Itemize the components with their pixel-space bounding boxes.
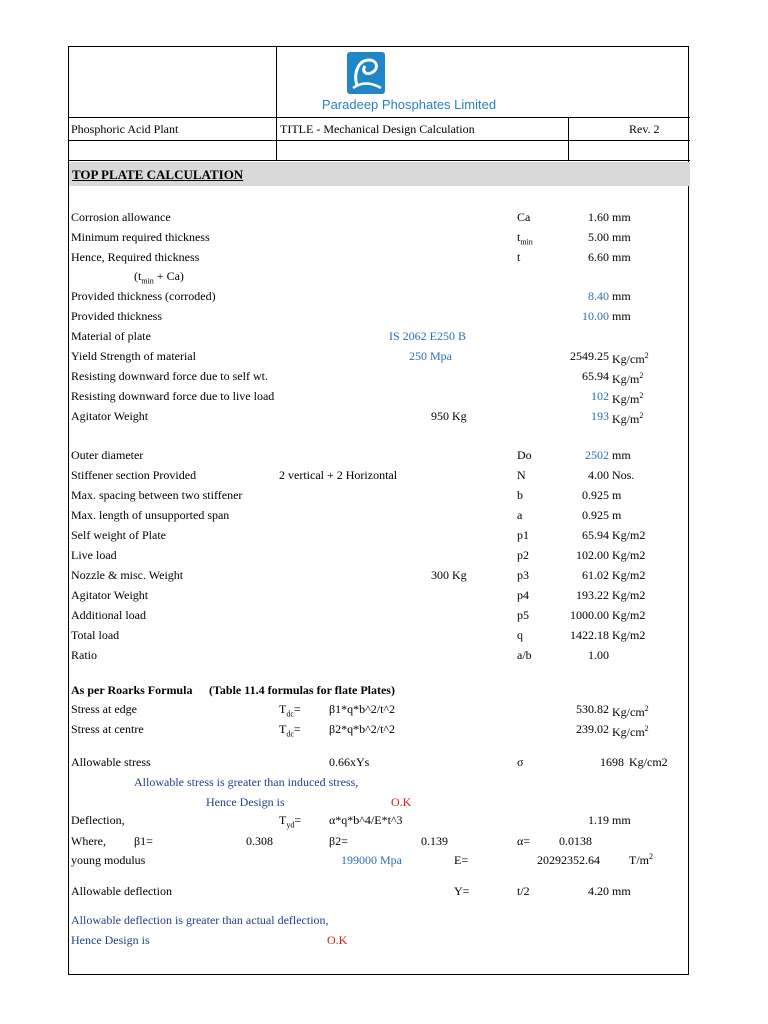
row-label: Nozzle & misc. Weight xyxy=(71,568,184,582)
row-symbol: p4 xyxy=(517,588,529,602)
row-mid-value: 250 Mpa xyxy=(409,349,452,363)
allow-deflection-value: 4.20 xyxy=(588,884,609,898)
row-label: Max. length of unsupported span xyxy=(71,508,230,522)
row-value: 0.925 xyxy=(582,508,609,522)
allow-deflection-unit: mm xyxy=(612,884,631,898)
roarks-heading: As per Roarks Formula xyxy=(71,683,193,697)
row-label: Provided thickness (corroded) xyxy=(71,289,216,303)
allow-deflection-symbol: Y= xyxy=(454,884,470,898)
row-unit: mm xyxy=(612,309,631,323)
row-unit: Kg/m2 xyxy=(612,588,646,602)
row-value: 193 xyxy=(591,409,609,423)
stress-centre-formula: β2*q*b^2/t^2 xyxy=(329,722,396,736)
stress-edge-value: 530.82 xyxy=(576,702,609,716)
hence-design-label-2: Hence Design is xyxy=(71,933,150,947)
formula-note: $(t_{min} + Ca)$ xyxy=(134,269,184,286)
row-value: 102 xyxy=(591,389,609,403)
stress-centre-symbol: $T_{dc}=$ xyxy=(279,722,301,739)
row-value: 5.00 xyxy=(588,230,609,244)
row-unit: mm xyxy=(612,210,631,224)
deflection-symbol: $T_{yd}=$ xyxy=(279,813,302,830)
row-symbol: p2 xyxy=(517,548,529,562)
allow-stress-note: Allowable stress is greater than induced stress, xyxy=(134,775,359,789)
design-ok-status: O.K xyxy=(391,795,412,809)
row-unit: mm xyxy=(612,448,631,462)
row-value: 6.60 xyxy=(588,250,609,264)
deflection-formula: α*q*b^4/E*t^3 xyxy=(329,813,403,827)
row-symbol: Ca xyxy=(517,210,531,224)
row-symbol: p5 xyxy=(517,608,529,622)
row-label: Agitator Weight xyxy=(71,588,149,602)
row-symbol: a xyxy=(517,508,523,522)
stress-edge-symbol: $T_{dc}=$ xyxy=(279,702,301,719)
row-mid-value: IS 2062 E250 B xyxy=(389,329,467,343)
roarks-heading-ref: (Table 11.4 formulas for flate Plates) xyxy=(209,683,395,697)
row-symbol: Do xyxy=(517,448,532,462)
row-label: Yield Strength of material xyxy=(71,349,196,363)
row-label: Hence, Required thickness xyxy=(71,250,200,264)
stress-centre-label: Stress at centre xyxy=(71,722,144,736)
row-unit: mm xyxy=(612,250,631,264)
deflection-label: Deflection, xyxy=(71,813,125,827)
row-value: 65.94 xyxy=(582,369,609,383)
alpha-value: 0.0138 xyxy=(559,834,592,848)
company-logo xyxy=(347,52,385,94)
row-label: Live load xyxy=(71,548,117,562)
row-mid-value: 2 vertical + 2 Horizontal xyxy=(279,468,398,482)
row-label: Additional load xyxy=(71,608,146,622)
section-header xyxy=(69,162,690,186)
row-label: Outer diameter xyxy=(71,448,144,462)
allow-deflection-formula: t/2 xyxy=(517,884,530,898)
row-label: Resisting downward force due to live load xyxy=(71,389,275,403)
row-label: Minimum required thickness xyxy=(71,230,210,244)
beta1-label: β1= xyxy=(134,834,153,848)
row-symbol: a/b xyxy=(517,648,532,662)
row-label: Agitator Weight xyxy=(71,409,149,423)
row-unit: Kg/m2 xyxy=(612,528,646,542)
row-unit: $Kg/m^2$ xyxy=(612,391,644,406)
row-label: Self weight of Plate xyxy=(71,528,166,542)
row-value: 2549.25 xyxy=(570,349,609,363)
beta2-label: β2= xyxy=(329,834,348,848)
design-ok-status-2: O.K xyxy=(327,933,348,947)
where-label: Where, xyxy=(71,834,106,848)
stress-edge-label: Stress at edge xyxy=(71,702,137,716)
row-value: 1.60 xyxy=(588,210,609,224)
row-unit: Kg/m2 xyxy=(612,568,646,582)
row-value: 61.02 xyxy=(582,568,609,582)
allow-stress-unit: Kg/cm2 xyxy=(629,755,668,769)
row-value: 0.925 xyxy=(582,488,609,502)
allow-stress-formula: 0.66xYs xyxy=(329,755,370,769)
row-value: 1422.18 xyxy=(570,628,609,642)
row-unit: Kg/m2 xyxy=(612,548,646,562)
row-value: 1.00 xyxy=(588,648,609,662)
row-value: 102.00 xyxy=(576,548,609,562)
row-value: 65.94 xyxy=(582,528,609,542)
e-label: E= xyxy=(454,853,469,867)
row-value: 193.22 xyxy=(576,588,609,602)
allow-deflection-note: Allowable deflection is greater than actual deflection, xyxy=(71,913,329,927)
alpha-label: α= xyxy=(517,834,531,848)
beta1-value: 0.308 xyxy=(246,834,273,848)
row-label: Total load xyxy=(71,628,120,642)
header-blank-row xyxy=(69,141,690,161)
row-unit: $Kg/m^2$ xyxy=(612,371,644,386)
row-unit: Nos. xyxy=(612,468,635,482)
beta2-value: 0.139 xyxy=(421,834,448,848)
row-symbol: $t_{min}$ xyxy=(517,230,533,247)
row-value: 2502 xyxy=(585,448,609,462)
doc-title: TITLE - Mechanical Design Calculation xyxy=(280,122,475,136)
header-title-row xyxy=(69,118,690,141)
row-symbol: p1 xyxy=(517,528,529,542)
row-symbol: t xyxy=(517,250,521,264)
row-unit: Kg/m2 xyxy=(612,628,646,642)
row-value: 10.00 xyxy=(582,309,609,323)
hence-design-label: Hence Design is xyxy=(206,795,285,809)
row-symbol: b xyxy=(517,488,523,502)
allow-stress-symbol: σ xyxy=(517,755,524,769)
stress-centre-unit: $Kg/cm^2$ xyxy=(612,724,649,739)
section-title: TOP PLATE CALCULATION xyxy=(72,167,244,182)
stress-edge-formula: β1*q*b^2/t^2 xyxy=(329,702,396,716)
row-symbol: N xyxy=(517,468,526,482)
young-modulus-label: young modulus xyxy=(71,853,146,867)
row-unit: $Kg/m^2$ xyxy=(612,411,644,426)
row-unit: m xyxy=(612,488,622,502)
row-label: Material of plate xyxy=(71,329,151,343)
plant-name: Phosphoric Acid Plant xyxy=(71,122,179,136)
allow-deflection-label: Allowable deflection xyxy=(71,884,172,898)
deflection-value: 1.19 xyxy=(588,813,609,827)
row-label: Ratio xyxy=(71,648,97,662)
allow-stress-value: 1698 xyxy=(600,755,624,769)
stress-centre-value: 239.02 xyxy=(576,722,609,736)
row-label: Max. spacing between two stiffener xyxy=(71,488,243,502)
header-logo-row xyxy=(69,47,690,118)
e-value: 20292352.64 xyxy=(537,853,600,867)
row-mid-value: 950 Kg xyxy=(431,409,467,423)
row-value: 4.00 xyxy=(588,468,609,482)
row-value: 1000.00 xyxy=(570,608,609,622)
row-symbol: q xyxy=(517,628,523,642)
calculation-sheet xyxy=(68,46,689,975)
deflection-unit: mm xyxy=(612,813,631,827)
young-modulus-mpa: 199000 Mpa xyxy=(341,853,402,867)
row-unit: mm xyxy=(612,230,631,244)
e-unit: $T/m^2$ xyxy=(629,852,653,867)
row-value: 8.40 xyxy=(588,289,609,303)
row-label: Provided thickness xyxy=(71,309,162,323)
row-symbol: p3 xyxy=(517,568,529,582)
row-unit: m xyxy=(612,508,622,522)
row-label: Resisting downward force due to self wt. xyxy=(71,369,268,383)
row-unit: mm xyxy=(612,289,631,303)
stress-edge-unit: $Kg/cm^2$ xyxy=(612,704,649,719)
row-label: Stiffener section Provided xyxy=(71,468,197,482)
revision: Rev. 2 xyxy=(629,122,660,136)
row-mid-value: 300 Kg xyxy=(431,568,467,582)
row-unit: Kg/m2 xyxy=(612,608,646,622)
company-name: Paradeep Phosphates Limited xyxy=(321,97,497,112)
row-label: Corrosion allowance xyxy=(71,210,171,224)
row-unit: $Kg/cm^2$ xyxy=(612,351,649,366)
allow-stress-label: Allowable stress xyxy=(71,755,151,769)
